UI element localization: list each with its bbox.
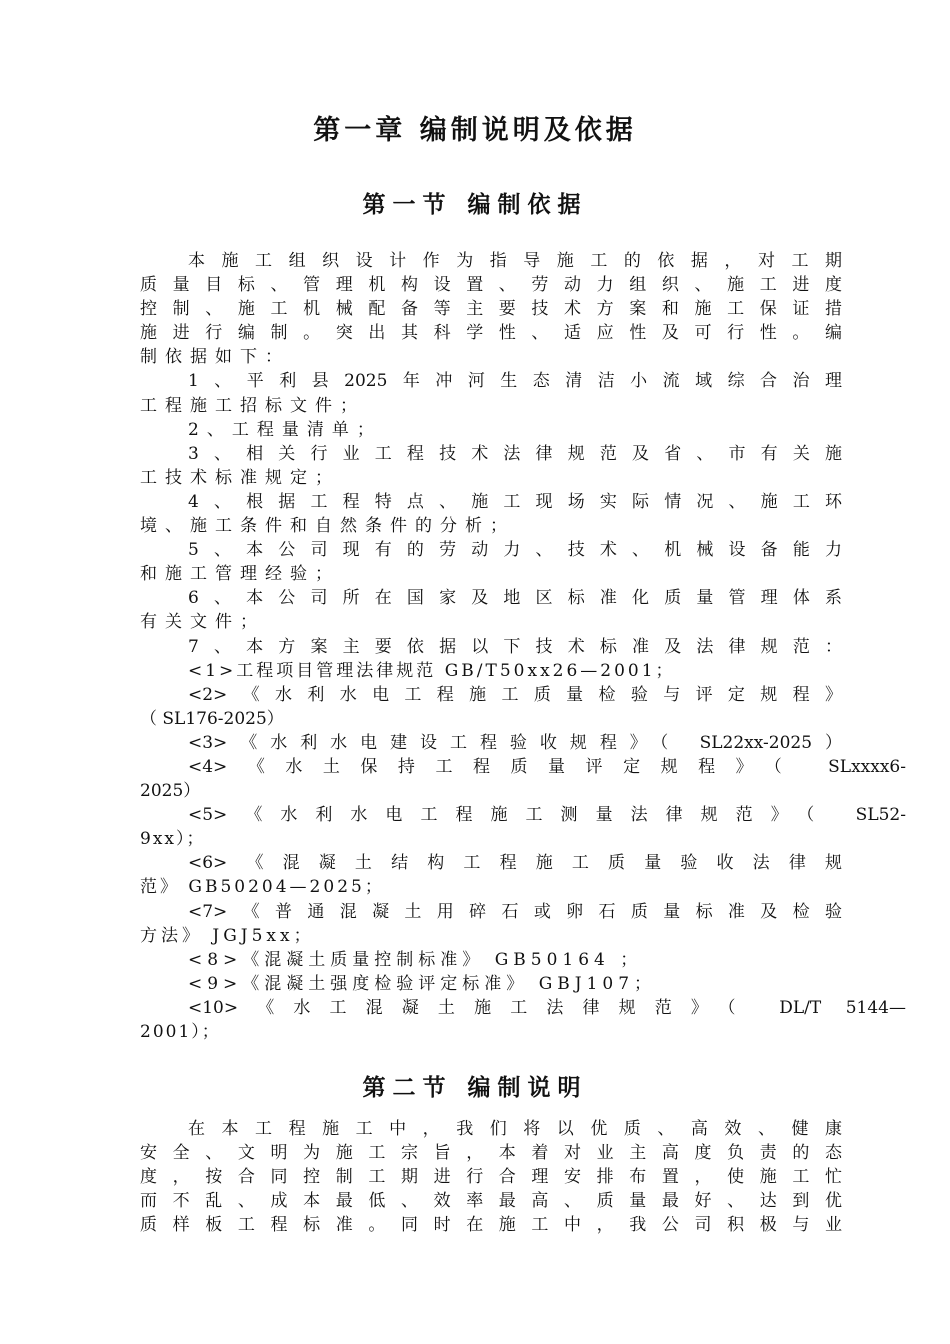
section-title-description: 第二节 编制说明 xyxy=(362,1074,588,1101)
text-line: 1、平利县2025年冲河生态清洁小流域综合治理 xyxy=(188,371,842,392)
text-line: 2025） xyxy=(140,781,201,802)
text-line: 范》 GB50204—2025； xyxy=(140,877,385,898)
text-line: 2、工程量清单； xyxy=(188,419,382,440)
text-line: 而不乱、成本最低、效率最高、质量最好、达到优 xyxy=(140,1191,842,1212)
text-line: 控制、施工机械配备等主要技术方案和施工保证措 xyxy=(140,299,842,320)
text-line: 境、施工条件和自然条件的分析； xyxy=(140,516,515,537)
text-line: 在本工程施工中，我们将以优质、高效、健康 xyxy=(188,1119,842,1139)
text-line: 度，按合同控制工期进行合理安排布置，使施工忙 xyxy=(140,1167,842,1188)
text-line: 4、根据工程特点、施工现场实际情况、施工环 xyxy=(188,491,842,512)
text-line: 方法》 JGJ5xx； xyxy=(140,925,315,946)
section-title-basis: 第一节 编制依据 xyxy=(362,191,588,218)
text-line: <3>《水利水电建设工程验收规程》（ SL22xx-2025） xyxy=(188,732,842,753)
description-paragraphs xyxy=(140,1117,842,1237)
text-line: <9>《混凝土强度检验评定标准》 GBJ107； xyxy=(188,973,657,994)
basis-paragraphs xyxy=(140,249,906,1044)
text-line: 和施工管理经验； xyxy=(140,564,340,585)
text-line: <10>《水工混凝土施工法律规范》（ DL/T 5144— xyxy=(188,997,906,1018)
chapter-title: 第一章 编制说明及依据 xyxy=(313,115,637,146)
text-line: <6>《混凝土结构工程施工质量验收法律规 xyxy=(188,853,842,874)
text-line: 7、本方案主要依据以下技术标准及法律规范： xyxy=(188,636,842,657)
text-line: <5>《水利水电工程施工测量法律规范》（ SL52- xyxy=(188,805,906,826)
text-line: <8>《混凝土质量控制标准》 GB50164 ； xyxy=(188,949,643,970)
text-line: <7>《普通混凝土用碎石或卵石质量标准及检验 xyxy=(188,901,842,922)
text-line: <4>《水土保持工程质量评定规程》（ SLxxxx6- xyxy=(188,756,906,777)
text-line: 3、相关行业工程技术法律规范及省、市有关施 xyxy=(188,443,842,464)
text-line: 工技术标准规定； xyxy=(140,467,340,488)
text-line: （ SL176-2025） xyxy=(140,708,284,729)
text-line: 6、本公司所在国家及地区标准化质量管理体系 xyxy=(188,588,842,609)
text-line: <1>工程项目管理法律规范 GB/T50xx26—2001； xyxy=(188,660,676,681)
text-line: 9xx）； xyxy=(140,829,206,850)
text-line: 本施工组织设计作为指导施工的依据，对工期 xyxy=(188,251,842,271)
text-line: 有关文件； xyxy=(140,612,265,633)
text-line: 工程施工招标文件； xyxy=(140,395,365,416)
text-line: 质量目标、管理机构设置、劳动力组织、施工进度 xyxy=(140,275,842,296)
text-line: 制依据如下： xyxy=(140,347,290,368)
text-line: 安全、文明为施工宗旨，本着对业主高度负责的态 xyxy=(140,1143,842,1164)
text-line: 2001）； xyxy=(140,1022,221,1042)
text-line: 质样板工程标准。同时在施工中，我公司积极与业 xyxy=(140,1215,842,1236)
text-line: 5、本公司现有的劳动力、技术、机械设备能力 xyxy=(188,540,842,561)
text-line: <2>《水利水电工程施工质量检验与评定规程》 xyxy=(188,684,842,705)
text-line: 施进行编制。突出其科学性、适应性及可行性。编 xyxy=(140,323,842,344)
